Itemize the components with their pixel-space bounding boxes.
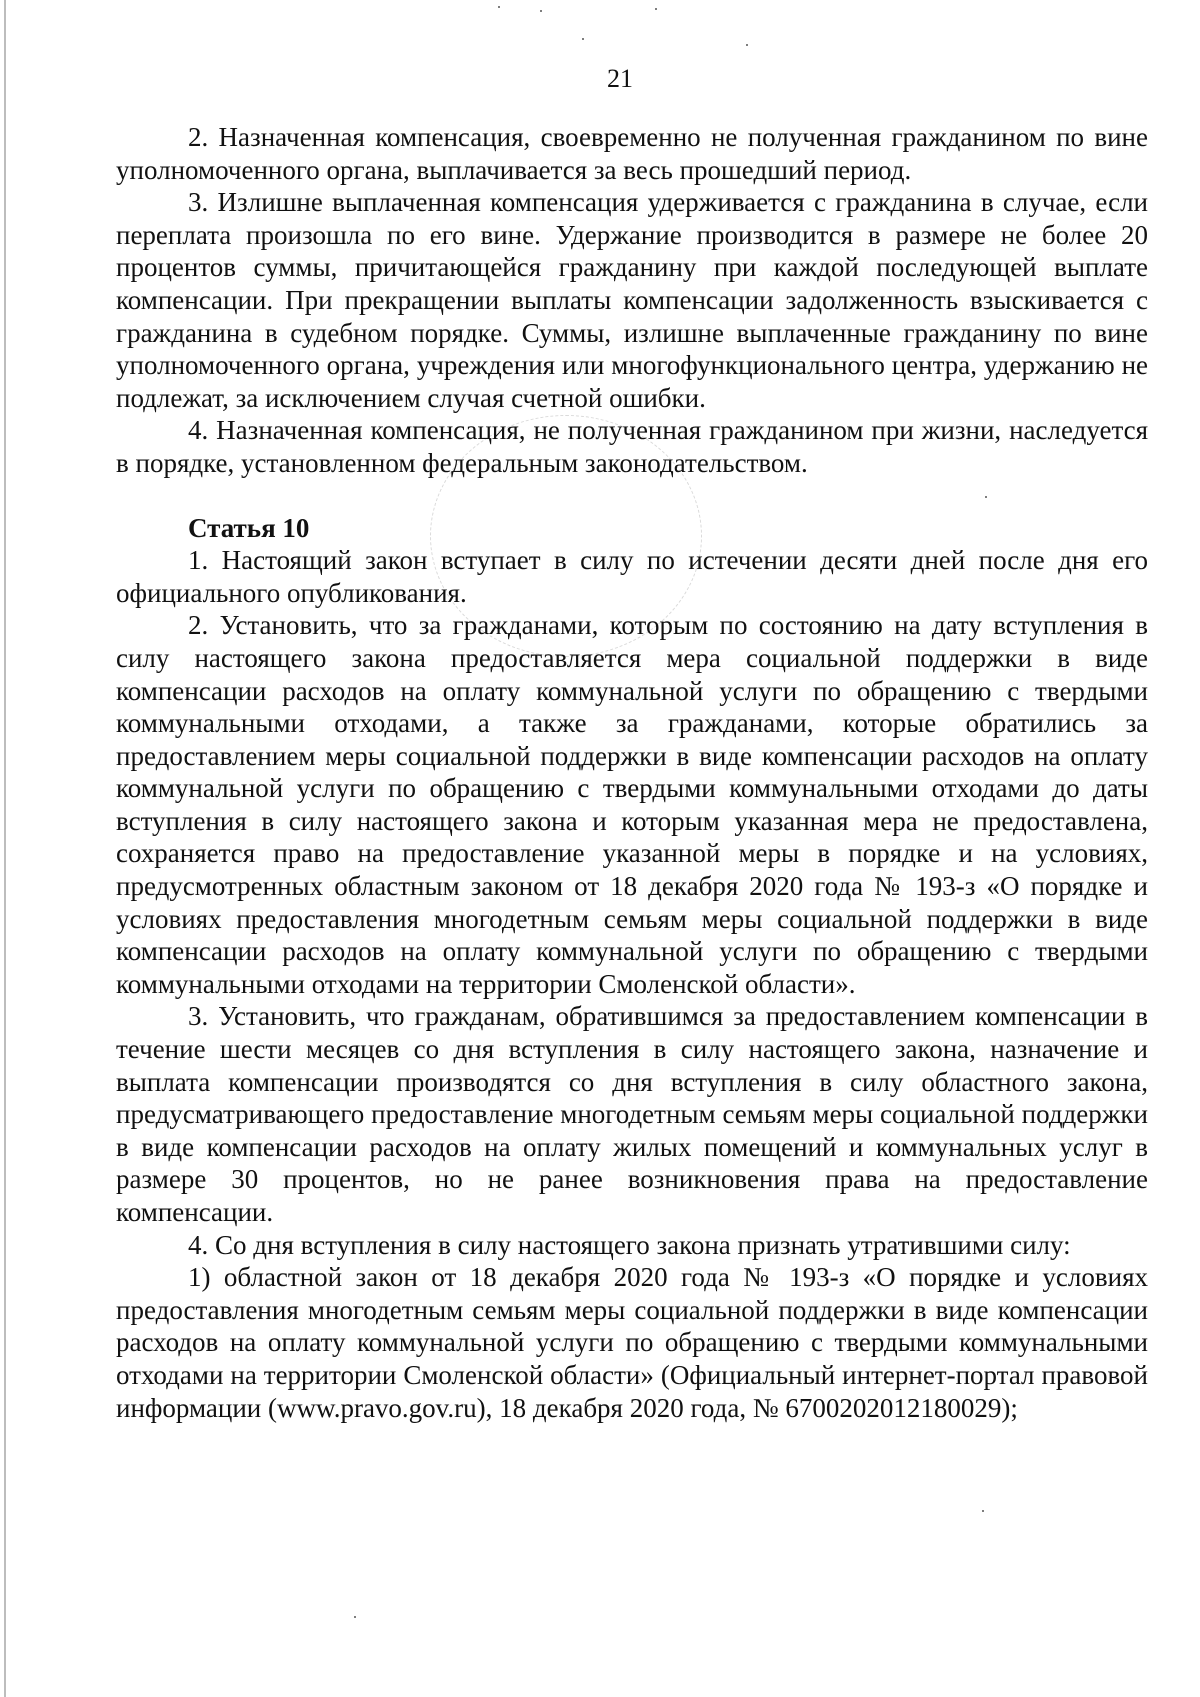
document-body	[116, 121, 1148, 1424]
paragraph: 3. Излишне выплаченная компенсация удерживается с гражданина в случае, если переплата произошла по его вине. Удержание производится в размере не более 20 процентов суммы, причитающейся гражданину при каждой последующей выплате компенсации. При прекращении выплаты компенсации задолженность взыскивается с гражданина в судебном порядке. Суммы, излишне выплаченные гражданину по вине уполномоченного органа, учреждения или многофункционального центра, удержанию не подлежат, за исключением случая счетной ошибки.	[116, 187, 1148, 413]
article-paragraph: 2. Установить, что за гражданами, которым по состоянию на дату вступления в силу настоящего закона предоставляется мера социальной поддержки в виде компенсации расходов на оплату коммунальной услуги по обращению с твердыми коммунальными отходами, а также за гражданами, которые обратились за предоставлением меры социальной поддержки в виде компенсации расходов на оплату коммунальной услуги по обращению с твердыми коммунальными отходами до даты вступления в силу настоящего закона и которым указанная мера не предоставлена, сохраняется право на предоставление указанной меры в порядке и на условиях, предусмотренных областным законом от 18 декабря 2020 года № 193-з «О порядке и условиях предоставления многодетным семьям меры социальной поддержки в виде компенсации расходов на оплату коммунальной услуги по обращению с твердыми коммунальными отходами на территории Смоленской области».	[116, 610, 1148, 999]
paragraph: 2. Назначенная компенсация, своевременно не полученная гражданином по вине уполномоченного органа, выплачивается за весь прошедший период.	[116, 122, 1148, 185]
article-paragraph: 4. Со дня вступления в силу настоящего закона признать утратившими силу:	[188, 1229, 1071, 1260]
page-number: 21	[607, 64, 633, 93]
scan-speck	[982, 1510, 984, 1512]
scan-speck	[655, 8, 657, 10]
scan-speck	[746, 44, 748, 46]
scan-speck	[354, 1616, 356, 1618]
article-paragraph: 1) областной закон от 18 декабря 2020 года № 193-з «О порядке и условиях предоставления многодетным семьям меры социальной поддержки в виде компенсации расходов на оплату коммунальной услуги по обращению с твердыми коммунальными отходами на территории Смоленской области» (Официальный интернет-портал правовой информации (www.pravo.gov.ru), 18 декабря 2020 года, № 6700202012180029);	[116, 1262, 1148, 1423]
article-paragraph: 3. Установить, что гражданам, обратившимся за предоставлением компенсации в течение шести месяцев со дня вступления в силу настоящего закона, назначение и выплата компенсации производятся со дня вступления в силу областного закона, предусматривающего предоставление многодетным семьям меры социальной поддержки в виде компенсации расходов на оплату жилых помещений и коммунальных услуг в размере 30 процентов, но не ранее возникновения права на предоставление компенсации.	[116, 1001, 1148, 1227]
scan-speck	[540, 10, 542, 12]
scan-speck	[498, 6, 500, 8]
article-heading: Статья 10	[188, 512, 310, 543]
scan-speck	[582, 38, 584, 40]
scan-edge-line	[4, 0, 6, 1697]
paragraph: 4. Назначенная компенсация, не полученная гражданином при жизни, наследуется в порядке, установленном федеральным законодательством.	[116, 415, 1148, 478]
article-paragraph: 1. Настоящий закон вступает в силу по истечении десяти дней после дня его официального опубликования.	[116, 545, 1148, 608]
